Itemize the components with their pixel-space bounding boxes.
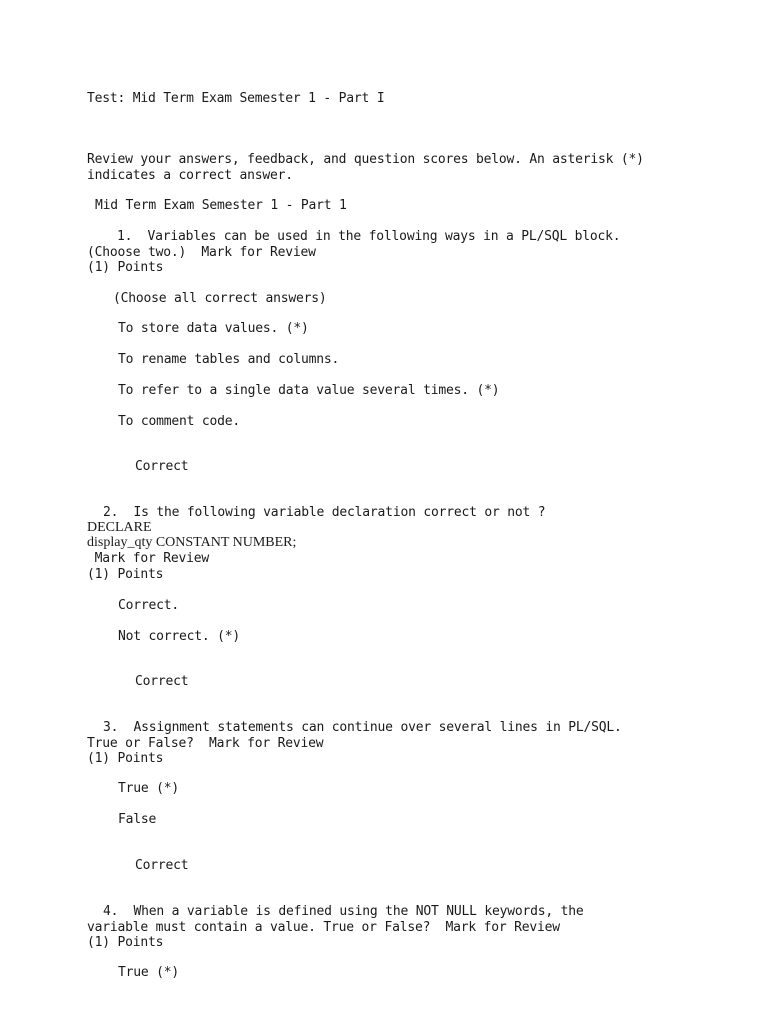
question-1-answer-3: To refer to a single data value several times. (*) xyxy=(118,383,500,398)
question-3-line-1: 3. Assignment statements can continue over several lines in PL/SQL. xyxy=(103,720,622,735)
question-2-answer-2: Not correct. (*) xyxy=(118,629,241,644)
question-2-code-declare: DECLARE xyxy=(87,520,152,535)
question-1-line-2: (Choose two.) Mark for Review xyxy=(87,245,316,260)
question-4-points: (1) Points xyxy=(87,935,164,950)
question-3-answer-1: True (*) xyxy=(118,781,180,796)
question-3-result: Correct xyxy=(135,858,189,873)
question-4-line-2: variable must contain a value. True or False? Mark for Review xyxy=(87,920,560,935)
question-4-answer-1: True (*) xyxy=(118,965,180,980)
question-2-answer-1: Correct. xyxy=(118,598,180,613)
question-1-answer-1: To store data values. (*) xyxy=(118,321,309,336)
question-2-mark-for-review: Mark for Review xyxy=(87,551,210,566)
question-1-answer-4: To comment code. xyxy=(118,414,241,429)
question-3-line-2: True or False? Mark for Review xyxy=(87,736,324,751)
question-1-line-1: 1. Variables can be used in the following ways in a PL/SQL block. xyxy=(117,229,621,244)
intro-line-2: indicates a correct answer. xyxy=(87,168,293,183)
question-2-result: Correct xyxy=(135,674,189,689)
question-1-answer-2: To rename tables and columns. xyxy=(118,352,340,367)
question-3-points: (1) Points xyxy=(87,751,164,766)
section-title: Mid Term Exam Semester 1 - Part 1 xyxy=(95,198,347,213)
test-title: Test: Mid Term Exam Semester 1 - Part I xyxy=(87,91,385,106)
question-4-line-1: 4. When a variable is defined using the NOT NULL keywords, the xyxy=(103,904,584,919)
question-1-instruction: (Choose all correct answers) xyxy=(113,291,327,306)
question-2-line-1: 2. Is the following variable declaration correct or not ? xyxy=(103,505,546,520)
question-2-points: (1) Points xyxy=(87,567,164,582)
question-2-code-declaration: display_qty CONSTANT NUMBER; xyxy=(87,535,297,550)
intro-line-1: Review your answers, feedback, and question scores below. An asterisk (*) xyxy=(87,152,644,167)
question-3-answer-2: False xyxy=(118,812,157,827)
question-1-points: (1) Points xyxy=(87,260,164,275)
question-1-result: Correct xyxy=(135,459,189,474)
